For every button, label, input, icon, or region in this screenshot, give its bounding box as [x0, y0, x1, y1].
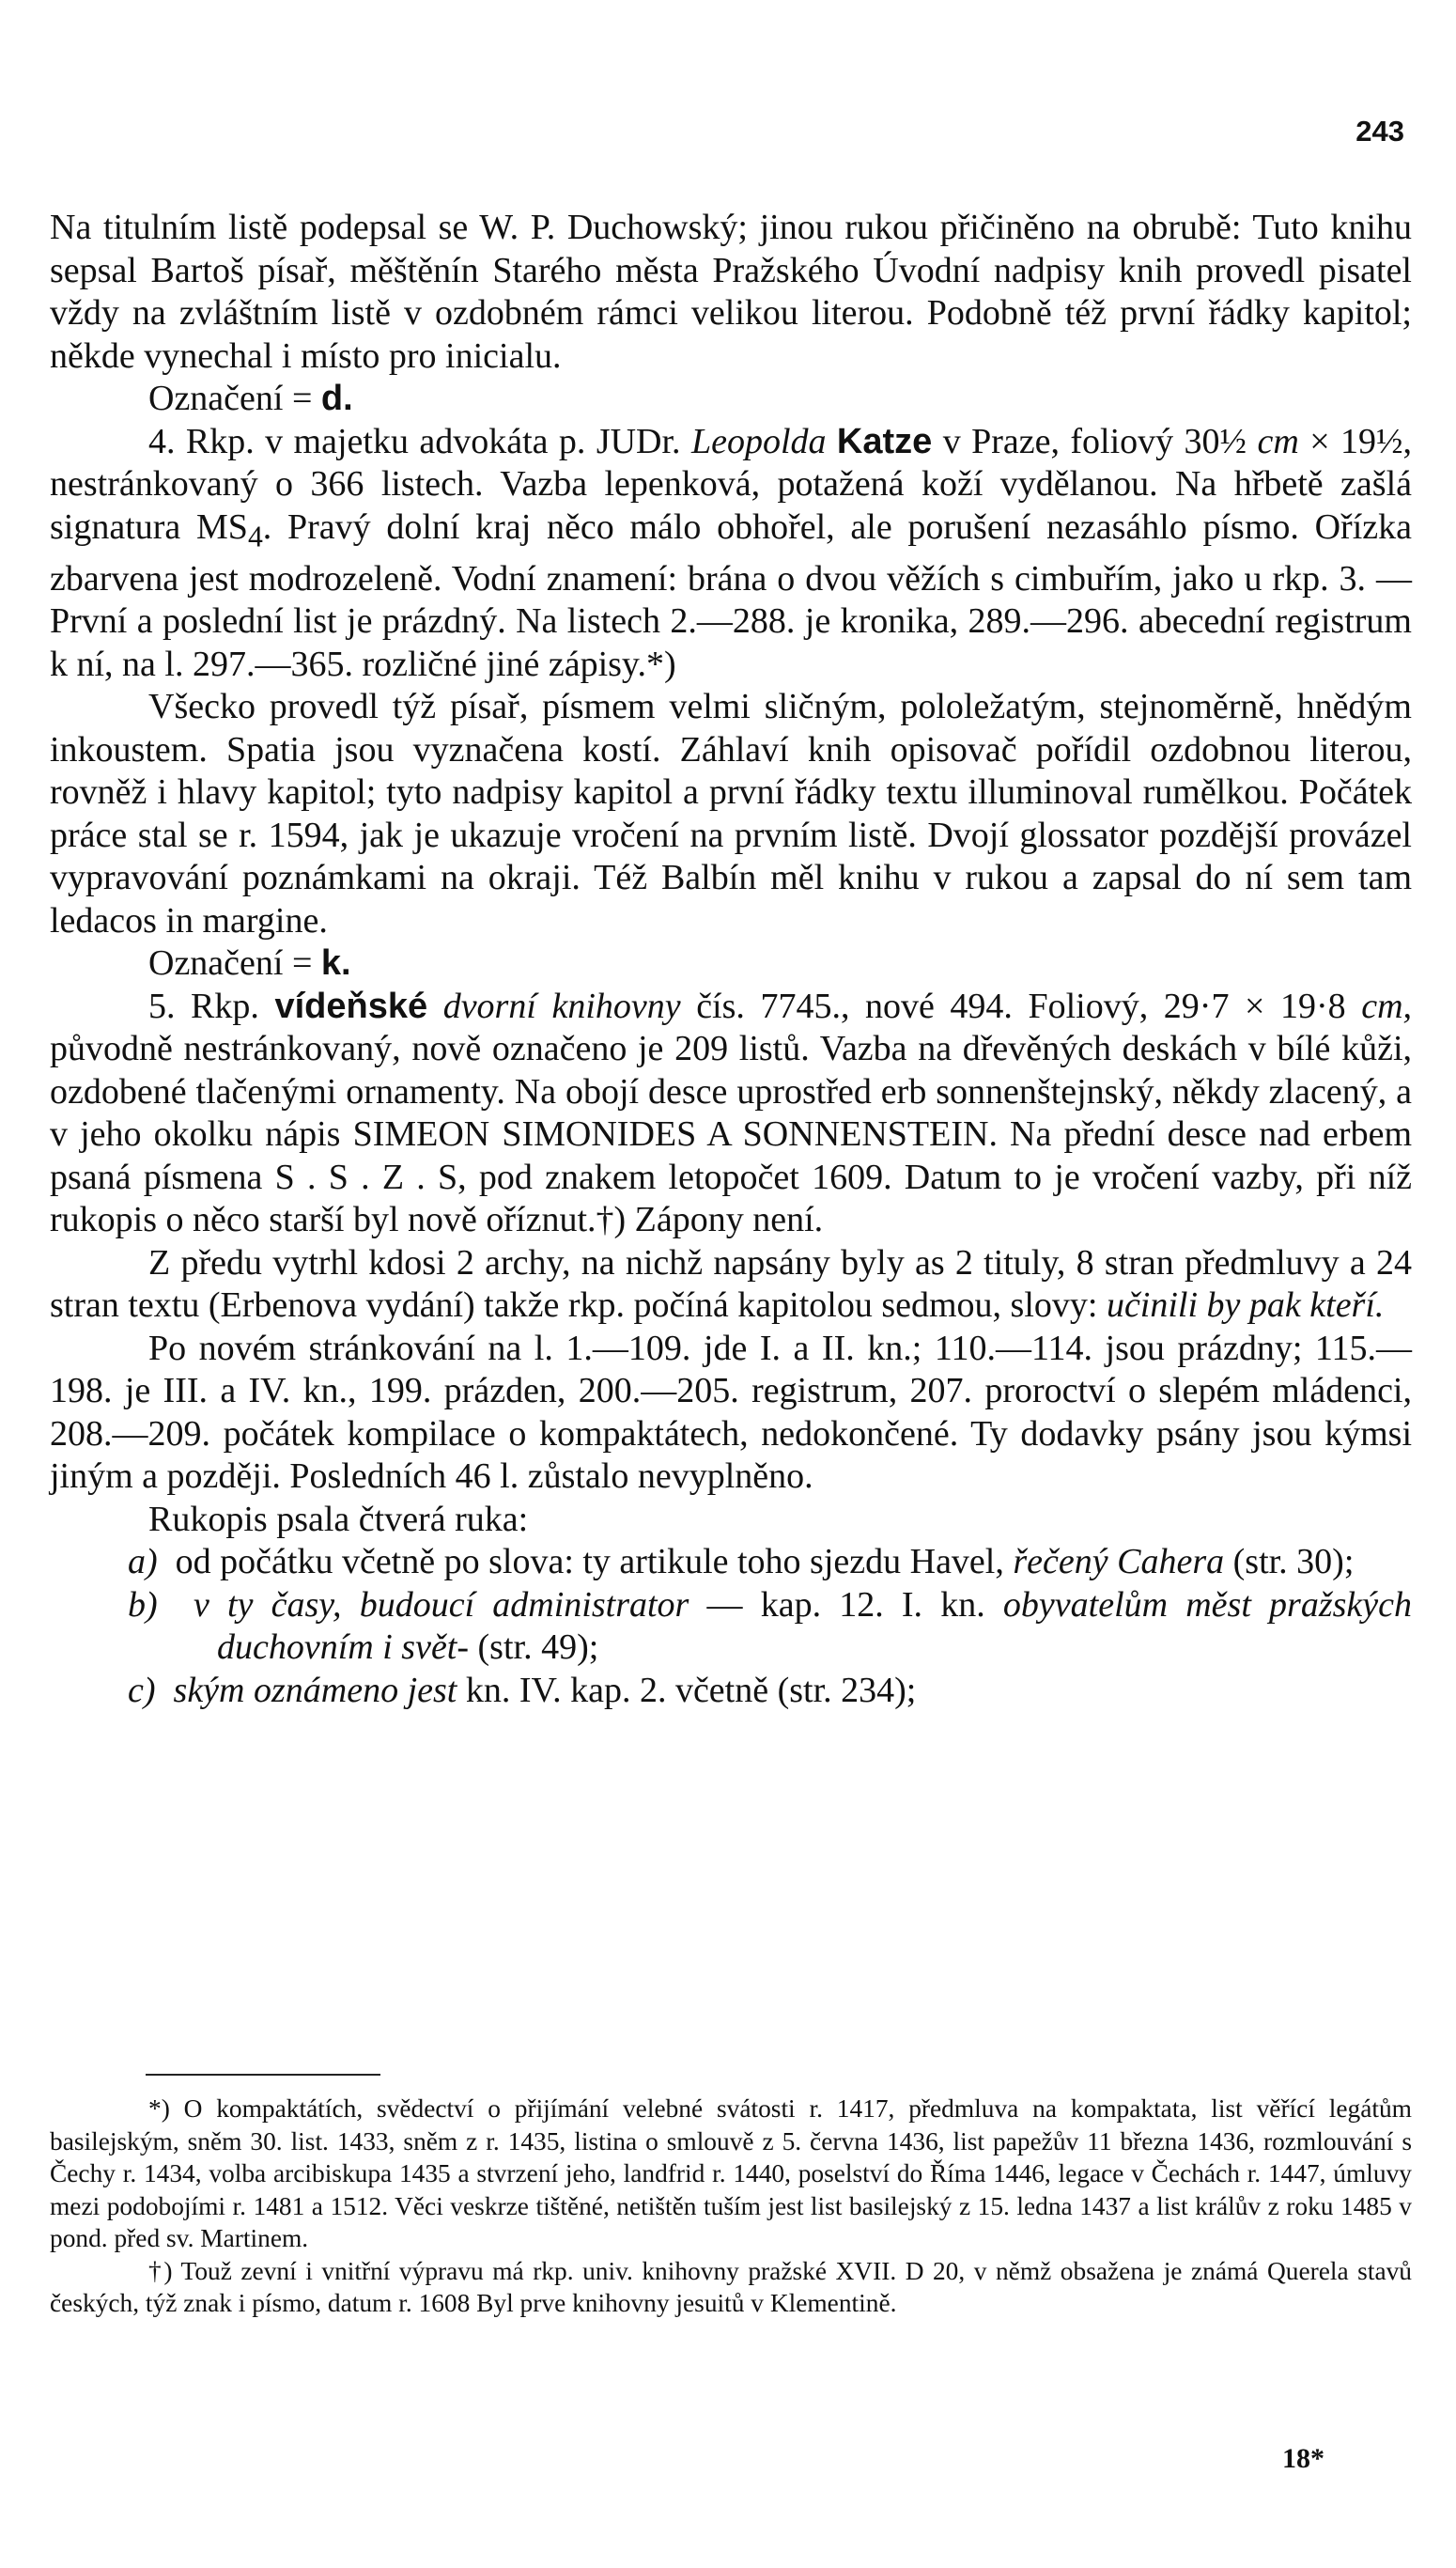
text-run: 5. Rkp. — [148, 986, 259, 1026]
designation-d — [50, 378, 1412, 421]
paragraph-hands: Rukopis psala čtverá ruka: — [148, 1499, 529, 1539]
designation-mark: k. — [320, 943, 351, 984]
list-marker: b) — [128, 1584, 158, 1625]
list-marker: c) — [128, 1670, 156, 1710]
italic-run: Leopolda — [690, 421, 827, 461]
italic-run: v ty časy, budoucí administrator — [194, 1584, 689, 1625]
text-run: od počátku včetně po slova: ty artikule toho sjezdu Havel, — [175, 1542, 1004, 1582]
designation-k — [50, 942, 1412, 986]
footnote-2: †) Touž zevní i vnitřní výpravu má rkp. univ. knihovny pražské XVII. D 20, v němž obsažena je známá Querela stavů českých, týž znak i písmo, datum r. 1608 Byl prve knihovny jesuitů v Klementině. — [50, 2256, 1412, 2317]
designation-label: Označení = — [148, 379, 313, 418]
page-number: 243 — [1355, 115, 1404, 148]
paragraph-pagination: Po novém stránkování na l. 1.—109. jde I. a II. kn.; 110.—114. jsou prázdny; 115.—198. je III. a IV. kn., 199. prázden, 200.—205. registrum, 207. proroctví o slepém mládenci, 208.—209. počátek kompilace o kompaktátech, nedokončené. Ty dodavky psány jsou kýmsi jiným a později. Posledních 46 l. zůstalo nevyplněno. — [50, 1328, 1412, 1497]
list-marker: a) — [128, 1542, 158, 1582]
signature-mark: 18* — [1282, 2443, 1324, 2474]
footnote-1: *) O kompaktátích, svědectví o přijímání velebné svátosti r. 1417, předmluva na kompaktata, list věřící legátům basilejským, sněm 30. list. 1433, sněm z r. 1435, listina o smlouvě z 5. června 1436, list papežův 11 března 1436, rozmlouvání s Čechy r. 1434, volba arcibiskupa 1435 a stvrzení jeho, landfrid r. 1440, poselství do Říma 1446, legace v Čechách r. 1447, úmluvy mezi podobojími r. 1481 a 1512. Věci veskrze tištěné, netištěn tuším jest list basilejský z 15. ledna 1437 a list králův z roku 1485 v pond. před sv. Martinem. — [50, 2094, 1412, 2252]
list-item-a — [50, 1541, 1412, 1584]
main-text — [50, 207, 1412, 1712]
text-run: 4. Rkp. v majetku advokáta p. JUDr. — [148, 421, 681, 461]
designation-mark: d. — [320, 379, 353, 418]
paragraph-title-leaf: Na titulním listě podepsal se W. P. Duchowský; jinou rukou přičiněno na obrubě: Tuto knihu sepsal Bartoš písař, měštěnín Starého města Pražského Úvodní nadpisy knih provedl pisatel vždy na zvláštním listě v ozdobném rámci velikou literou. Podobně též první řádky kapitol; někde vynechal i místo pro inicialu. — [50, 208, 1412, 376]
italic-run: obyvatelům měst pražských duchovním i svět- — [217, 1584, 1413, 1668]
list-item-b — [50, 1584, 1412, 1670]
text-run: Z předu vytrhl kdosi 2 archy, na nichž napsány byly as 2 tituly, 8 stran předmluvy a 24 stran textu (Erbenova vydání) takže rkp. počíná kapitolou sedmou, slovy: — [50, 1242, 1412, 1326]
text-run: v Praze, foliový 30½ — [942, 421, 1247, 461]
paragraph-script-description: Všecko provedl týž písař, písmem velmi sličným, pololežatým, stejnoměrně, hnědým inkoustem. Spatia jsou vyznačena kostí. Záhlaví knih opisovač pořídil ozdobnou literou, rovněž i hlavy kapitol; tyto nadpisy kapitol a první řádky textu illuminoval rumělkou. Počátek práce stal se r. 1594, jak je ukazuje vročení na prvním listě. Dvojí glossator pozdější provázel vypravování poznámkami na okraji. Též Balbín měl knihu v rukou a zapsal do ní sem tam ledacos in margine. — [50, 687, 1412, 941]
paragraph-manuscript-5 — [50, 986, 1412, 1242]
text-run: — kap. 12. I. kn. — [706, 1584, 985, 1625]
paragraph-manuscript-4 — [50, 421, 1412, 687]
text-run: × 19½, nestránkovaný o 366 listech. Vazba lepenková, potažená koží vydělanou. Na hřbetě zašlá signatura MS — [50, 421, 1413, 547]
paragraph-missing-sheets — [50, 1242, 1412, 1328]
text-run: původně nestránkovaný, nově označeno je 209 listů. Vazba na dřevěných deskách v bílé kůži, ozdobené tlačenými ornamenty. Na obojí desce uprostřed erb sonnenštejnský, někdy zlacený, a v jeho okolku nápis SIMEON SIMONIDES A SONNENSTEIN. Na přední desce nad erbem psaná písmena S . S . Z . S, pod znakem letopočet 1609. Datum to je vročení vazby, při níž rukopis o něco starší byl nově oříznut.†) Zápony není. — [50, 1029, 1412, 1240]
designation-label: Označení = — [148, 943, 313, 984]
italic-run: cm, — [1361, 986, 1413, 1026]
text-run: čís. 7745., nové 494. Foliový, 29·7 × 19·8 — [696, 986, 1346, 1026]
text-run: . Pravý dolní kraj něco málo obhořel, ale porušení nezasáhlo písmo. Ořízka zbarvena jest modrozeleně. Vodní znamení: brána o dvou věžích s cimbuřím, jako u rkp. 3. — První a poslední list je prázdný. Na listech 2.—288. je kronika, 289.—296. abecední registrum k ní, na l. 297.—365. rozličné jiné zápisy.*) — [50, 506, 1412, 684]
subscript: 4 — [247, 520, 263, 553]
bold-run: Katze — [836, 421, 933, 461]
italic-run: řečený Cahera — [1013, 1542, 1225, 1582]
italic-run: cm — [1257, 421, 1299, 461]
italic-run: ským oznámeno jest — [173, 1670, 457, 1710]
footnote-divider — [146, 2074, 380, 2076]
text-run: (str. 30); — [1232, 1542, 1355, 1582]
text-run: kn. IV. kap. 2. včetně (str. 234); — [465, 1670, 917, 1710]
italic-run: učinili by pak kteří. — [1106, 1285, 1385, 1326]
italic-run: dvorní knihovny — [442, 986, 681, 1026]
footnotes — [50, 2093, 1412, 2320]
text-run: (str. 49); — [477, 1627, 599, 1668]
bold-run: vídeňské — [274, 986, 428, 1026]
list-item-c — [50, 1670, 1412, 1713]
